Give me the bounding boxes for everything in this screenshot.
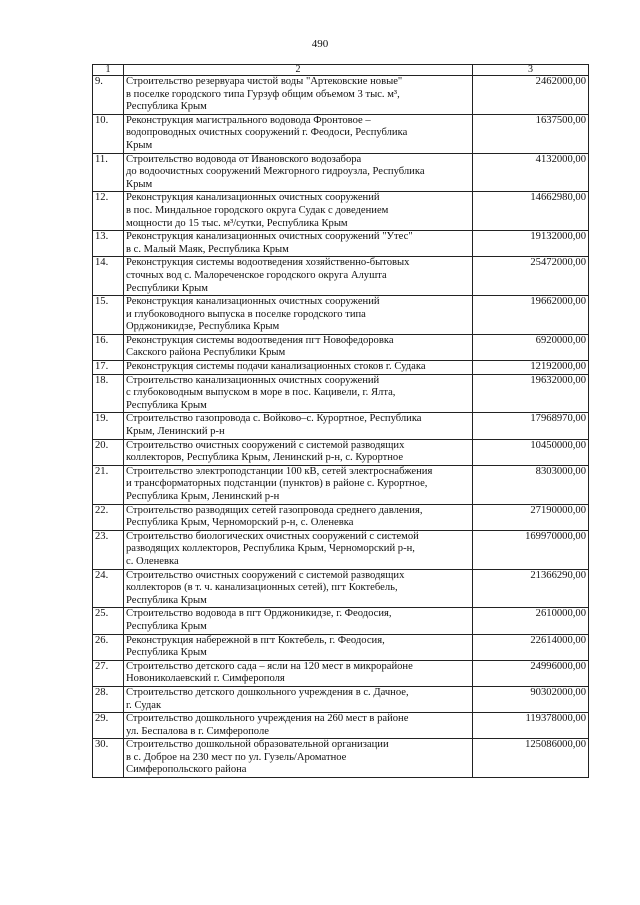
description-line: Республика Крым, Черноморский р-н, с. Оленевка — [126, 517, 354, 529]
budget-table — [92, 64, 589, 778]
row-amount: 4132000,00 — [473, 153, 589, 192]
description-line: мощности до 15 тыс. м³/сутки, Республика Крым — [126, 217, 348, 229]
description-line: Республика Крым, Ленинский р-н — [126, 491, 280, 502]
row-description — [124, 76, 473, 115]
description-line: Новониколаевский г. Симферополя — [126, 673, 285, 685]
description-line: в с. Доброе на 230 мест по ул. Гузель/Ароматное — [126, 751, 347, 763]
row-number: 9. — [93, 76, 124, 115]
row-amount: 22614000,00 — [473, 634, 589, 660]
row-number: 21. — [93, 465, 124, 504]
table-row — [93, 634, 589, 660]
table-row — [93, 530, 589, 569]
row-description — [124, 296, 473, 335]
row-amount: 14662980,00 — [473, 192, 589, 231]
row-amount: 17968970,00 — [473, 413, 589, 439]
description-line: до водоочистных сооружений Межгорного гидроузла, Республика — [126, 166, 425, 178]
table-row — [93, 374, 589, 413]
row-description — [124, 439, 473, 465]
description-line: Сакского района Республики Крым — [126, 347, 286, 359]
row-description — [124, 660, 473, 686]
page-number: 490 — [311, 38, 329, 50]
row-amount: 10450000,00 — [473, 439, 589, 465]
row-description — [124, 686, 473, 712]
row-number: 11. — [93, 153, 124, 192]
row-amount: 19632000,00 — [473, 374, 589, 413]
description-line: Строительство детского дошкольного учреждения в с. Дачное, — [126, 686, 409, 698]
description-line: Республика Крым — [126, 647, 207, 659]
table-row — [93, 465, 589, 504]
row-number: 29. — [93, 713, 124, 739]
description-line: Республики Крым — [126, 282, 208, 294]
description-line: Реконструкция канализационных очистных сооружений — [126, 296, 380, 308]
description-line: и глубоководного выпуска в поселке городского типа — [126, 308, 366, 320]
description-line: сточных вод с. Малореченское городского округа Алушта — [126, 269, 387, 281]
table-row — [93, 114, 589, 153]
table-row — [93, 439, 589, 465]
description-line: Республика Крым — [126, 399, 207, 411]
description-line: Строительство газопровода с. Войково–с. Курортное, Республика — [126, 413, 422, 425]
description-line: Реконструкция системы водоотведения пгт Новофедоровка — [126, 334, 394, 346]
table-row — [93, 153, 589, 192]
row-description — [124, 114, 473, 153]
description-line: коллекторов, Республика Крым, Ленинский р-н, с. Курортное — [126, 452, 404, 464]
row-description — [124, 713, 473, 739]
description-line: Реконструкция системы подачи канализационных стоков г. Судака — [126, 361, 426, 373]
table-row — [93, 361, 589, 375]
description-line: водопроводных очистных сооружений г. Феодоси, Республика — [126, 127, 408, 139]
row-number: 12. — [93, 192, 124, 231]
description-line: Строительство резервуара чистой воды "Артековские новые" — [126, 76, 403, 87]
table-row — [93, 569, 589, 608]
row-number: 27. — [93, 660, 124, 686]
description-line: Строительство дошкольного учреждения на 260 мест в районе — [126, 713, 409, 725]
row-number: 18. — [93, 374, 124, 413]
row-number: 10. — [93, 114, 124, 153]
row-number: 30. — [93, 739, 124, 778]
row-description — [124, 504, 473, 530]
table-row — [93, 413, 589, 439]
description-line: Строительство очистных сооружений с системой разводящих — [126, 569, 405, 581]
row-amount: 8303000,00 — [473, 465, 589, 504]
row-amount: 125086000,00 — [473, 739, 589, 778]
row-number: 24. — [93, 569, 124, 608]
row-amount: 27190000,00 — [473, 504, 589, 530]
description-line: в с. Малый Маяк, Республика Крым — [126, 243, 289, 255]
table-row — [93, 334, 589, 360]
description-line: Строительство детского сада – ясли на 120 мест в микрорайоне — [126, 660, 413, 672]
table-row — [93, 504, 589, 530]
description-line: с глубоководным выпуском в море в пос. Кацивели, г. Ялта, — [126, 387, 396, 399]
description-line: Реконструкция канализационных очистных сооружений — [126, 192, 380, 204]
description-line: Реконструкция магистрального водовода Фронтовое – — [126, 114, 371, 126]
description-line: Реконструкция системы водоотведения хозяйственно-бытовых — [126, 257, 410, 269]
description-line: и трансформаторных подстанции (пунктов) в районе с. Курортное, — [126, 478, 428, 490]
row-number: 26. — [93, 634, 124, 660]
row-amount: 19132000,00 — [473, 231, 589, 257]
table-row — [93, 296, 589, 335]
column-header-description: 2 — [124, 65, 473, 76]
row-number: 16. — [93, 334, 124, 360]
row-amount: 24996000,00 — [473, 660, 589, 686]
row-number: 19. — [93, 413, 124, 439]
row-description — [124, 361, 473, 375]
row-number: 28. — [93, 686, 124, 712]
description-line: коллекторов (в т. ч. канализационных сетей), пгт Коктебель, — [126, 582, 398, 594]
row-description — [124, 334, 473, 360]
description-line: с. Оленевка — [126, 555, 179, 567]
row-number: 20. — [93, 439, 124, 465]
description-line: Строительство электроподстанции 100 кВ, сетей электроснабжения — [126, 465, 433, 477]
row-number: 15. — [93, 296, 124, 335]
description-line: Республика Крым — [126, 594, 207, 606]
row-description — [124, 739, 473, 778]
description-line: Республика Крым — [126, 101, 207, 113]
row-number: 22. — [93, 504, 124, 530]
description-line: Строительство канализационных очистных сооружений — [126, 374, 380, 386]
description-line: Строительство биологических очистных сооружений с системой — [126, 530, 419, 542]
row-amount: 119378000,00 — [473, 713, 589, 739]
description-line: Орджоникидзе, Республика Крым — [126, 321, 280, 333]
description-line: Строительство очистных сооружений с системой разводящих — [126, 439, 405, 451]
row-amount: 12192000,00 — [473, 361, 589, 375]
row-amount: 21366290,00 — [473, 569, 589, 608]
description-line: Строительство водовода в пгт Орджоникидзе, г. Феодосия, — [126, 608, 392, 620]
description-line: Крым — [126, 139, 153, 151]
row-amount: 90302000,00 — [473, 686, 589, 712]
row-number: 17. — [93, 361, 124, 375]
row-amount: 169970000,00 — [473, 530, 589, 569]
table-row — [93, 231, 589, 257]
description-line: Республика Крым — [126, 620, 207, 632]
description-line: Крым — [126, 178, 153, 190]
row-description — [124, 153, 473, 192]
row-description — [124, 192, 473, 231]
row-number: 25. — [93, 608, 124, 634]
column-header-amount: 3 — [473, 65, 589, 76]
row-description — [124, 257, 473, 296]
description-line: г. Судак — [126, 699, 162, 711]
table-row — [93, 608, 589, 634]
row-amount: 25472000,00 — [473, 257, 589, 296]
row-amount: 6920000,00 — [473, 334, 589, 360]
row-description — [124, 530, 473, 569]
description-line: ул. Беспалова в г. Симферополе — [126, 725, 269, 737]
table-row — [93, 713, 589, 739]
description-line: Реконструкция набережной в пгт Коктебель, г. Феодосия, — [126, 634, 385, 646]
column-header-number: 1 — [93, 65, 124, 76]
row-amount: 19662000,00 — [473, 296, 589, 335]
description-line: Реконструкция канализационных очистных сооружений "Утес" — [126, 231, 413, 243]
table-row — [93, 257, 589, 296]
row-description — [124, 465, 473, 504]
row-description — [124, 374, 473, 413]
table-row — [93, 76, 589, 115]
table-row — [93, 739, 589, 778]
description-line: Строительство водовода от Ивановского водозабора — [126, 153, 362, 165]
row-description — [124, 413, 473, 439]
row-description — [124, 634, 473, 660]
row-amount: 1637500,00 — [473, 114, 589, 153]
row-description — [124, 608, 473, 634]
description-line: Симферопольского района — [126, 764, 247, 776]
row-description — [124, 231, 473, 257]
row-amount: 2610000,00 — [473, 608, 589, 634]
row-number: 14. — [93, 257, 124, 296]
table-row — [93, 192, 589, 231]
table-header-row — [93, 65, 589, 76]
table-row — [93, 686, 589, 712]
row-amount: 2462000,00 — [473, 76, 589, 115]
description-line: в поселке городского типа Гурзуф общим объемом 3 тыс. м³, — [126, 88, 400, 100]
table-row — [93, 660, 589, 686]
row-description — [124, 569, 473, 608]
description-line: Строительство разводящих сетей газопровода среднего давления, — [126, 504, 423, 516]
row-number: 13. — [93, 231, 124, 257]
description-line: в пос. Миндальное городского округа Судак с доведением — [126, 204, 389, 216]
row-number: 23. — [93, 530, 124, 569]
description-line: Крым, Ленинский р-н — [126, 426, 225, 438]
description-line: Строительство дошкольной образовательной организации — [126, 739, 389, 751]
description-line: разводящих коллекторов, Республика Крым, Черноморский р-н, — [126, 543, 415, 555]
